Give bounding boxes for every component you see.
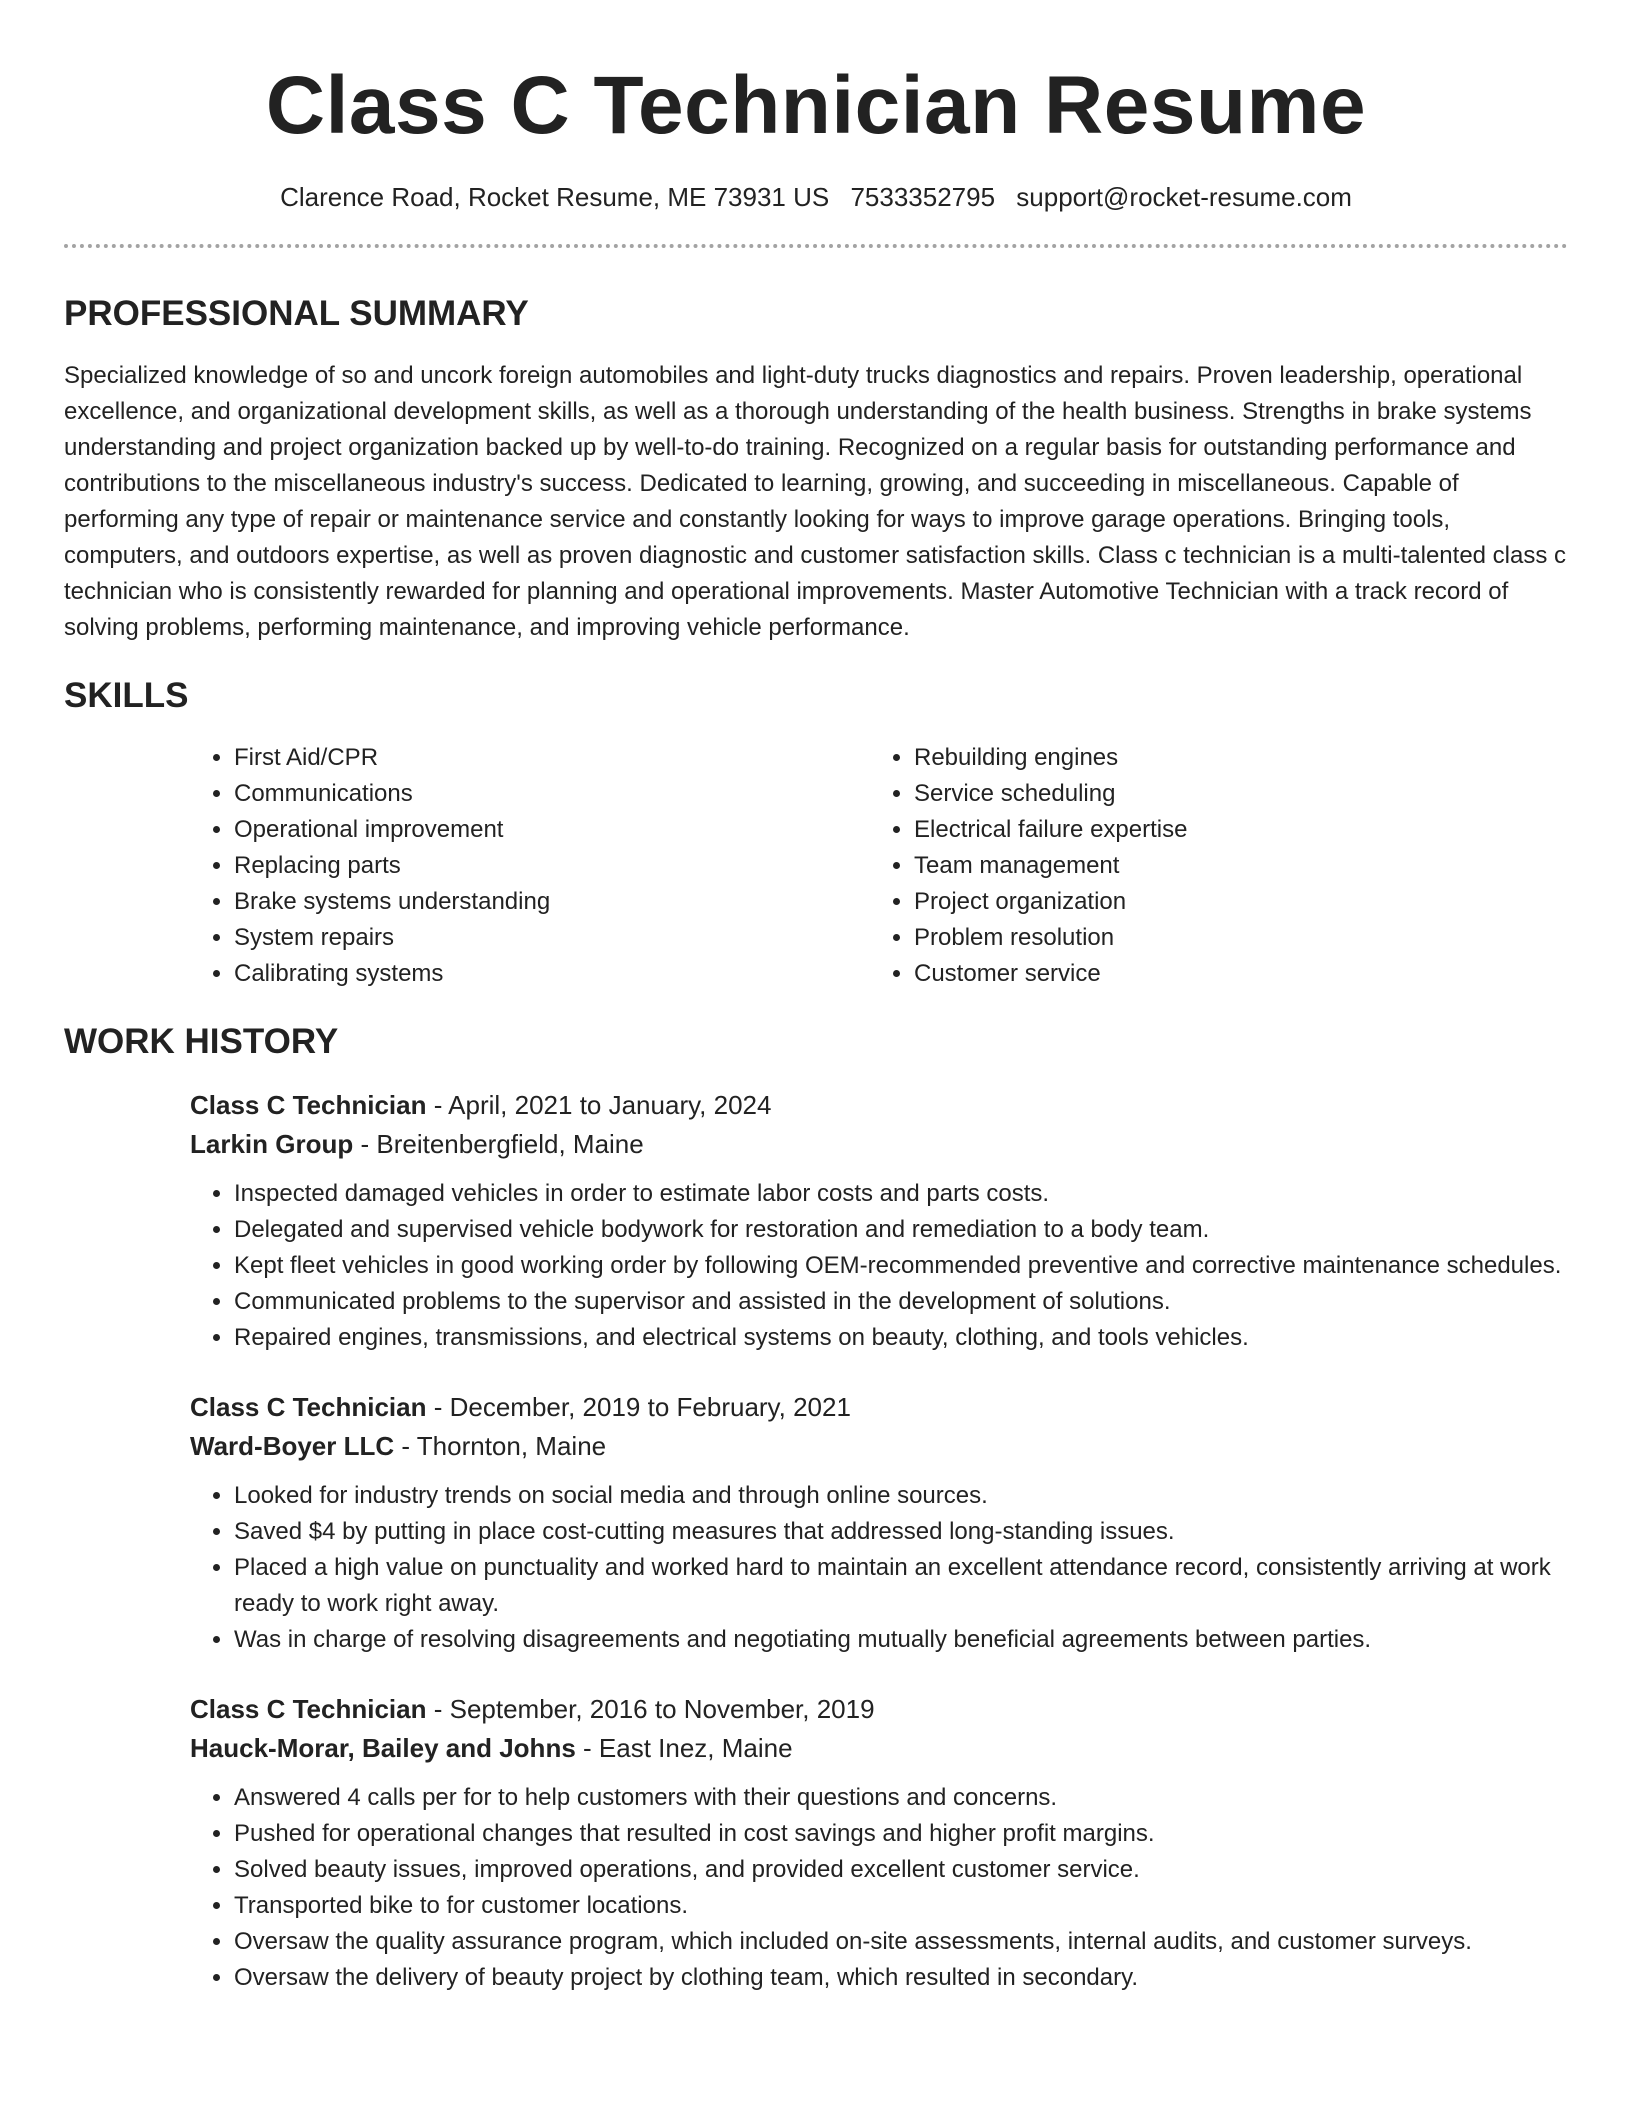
job-duty: • Delegated and supervised vehicle bodywork for restoration and remediation to a body team. bbox=[234, 1212, 1568, 1248]
skills-column-left bbox=[190, 740, 870, 992]
skill-item: • Problem resolution bbox=[914, 920, 1550, 956]
job-duties bbox=[190, 1176, 1568, 1356]
job-location: - Thornton, Maine bbox=[394, 1431, 607, 1461]
skill-item: • System repairs bbox=[234, 920, 870, 956]
job-duty: • Communicated problems to the supervisor and assisted in the development of solutions. bbox=[234, 1284, 1568, 1320]
job-duties bbox=[190, 1780, 1568, 1996]
skill-item: • Team management bbox=[914, 848, 1550, 884]
job-entry bbox=[190, 1388, 1568, 1658]
contact-phone: 7533352795 bbox=[850, 182, 996, 212]
resume-title: Class C Technician Resume bbox=[265, 60, 1367, 151]
skills-list bbox=[190, 740, 1568, 992]
job-duty: • Was in charge of resolving disagreements and negotiating mutually beneficial agreements between parties. bbox=[234, 1622, 1568, 1658]
contact-email: support@rocket-resume.com bbox=[1016, 182, 1352, 212]
skill-item: • First Aid/CPR bbox=[234, 740, 870, 776]
job-title-line bbox=[190, 1086, 1568, 1124]
job-company: Ward-Boyer LLC bbox=[190, 1431, 395, 1461]
job-duty: • Solved beauty issues, improved operations, and provided excellent customer service. bbox=[234, 1852, 1568, 1888]
job-duty: • Transported bike to for customer locations. bbox=[234, 1888, 1568, 1924]
job-location: - Breitenbergfield, Maine bbox=[353, 1129, 644, 1159]
job-duty: • Repaired engines, transmissions, and electrical systems on beauty, clothing, and tools vehicles. bbox=[234, 1320, 1568, 1356]
skills-section bbox=[64, 674, 1568, 992]
job-title-line bbox=[190, 1690, 1568, 1728]
skills-column-right bbox=[870, 740, 1550, 992]
work-history-heading: WORK HISTORY bbox=[64, 1022, 339, 1061]
contact-address: Clarence Road, Rocket Resume, ME 73931 US bbox=[280, 182, 830, 212]
summary-heading: PROFESSIONAL SUMMARY bbox=[64, 294, 529, 333]
skill-item: • Operational improvement bbox=[234, 812, 870, 848]
skill-item: • Brake systems understanding bbox=[234, 884, 870, 920]
skill-item: • Customer service bbox=[914, 956, 1550, 992]
skill-item: • Electrical failure expertise bbox=[914, 812, 1550, 848]
job-company: Larkin Group bbox=[190, 1129, 354, 1159]
job-duty: • Answered 4 calls per for to help customers with their questions and concerns. bbox=[234, 1780, 1568, 1816]
job-dates: - September, 2016 to November, 2019 bbox=[426, 1694, 875, 1724]
job-title: Class C Technician bbox=[190, 1694, 427, 1724]
skill-item: • Communications bbox=[234, 776, 870, 812]
job-dates: - December, 2019 to February, 2021 bbox=[426, 1392, 851, 1422]
job-duty: • Oversaw the delivery of beauty project by clothing team, which resulted in secondary. bbox=[234, 1960, 1568, 1996]
skill-item: • Replacing parts bbox=[234, 848, 870, 884]
resume-page bbox=[64, 0, 1568, 1996]
job-duty: • Oversaw the quality assurance program, which included on-site assessments, internal audits, and customer surveys. bbox=[234, 1924, 1568, 1960]
job-entry bbox=[190, 1086, 1568, 1356]
job-duty: • Placed a high value on punctuality and worked hard to maintain an excellent attendance record, consistently arriving at work ready to work right away. bbox=[234, 1550, 1568, 1622]
skill-item: • Calibrating systems bbox=[234, 956, 870, 992]
job-company-line bbox=[190, 1124, 1568, 1164]
skills-heading: SKILLS bbox=[64, 676, 189, 715]
job-company: Hauck-Morar, Bailey and Johns bbox=[190, 1733, 576, 1763]
work-history-section bbox=[64, 1020, 1568, 1996]
job-entry bbox=[190, 1690, 1568, 1996]
summary-section bbox=[64, 292, 1568, 646]
job-location: - East Inez, Maine bbox=[575, 1733, 793, 1763]
job-dates: - April, 2021 to January, 2024 bbox=[426, 1090, 772, 1120]
job-title-line bbox=[190, 1388, 1568, 1426]
contact-line bbox=[64, 180, 1568, 214]
job-company-line bbox=[190, 1728, 1568, 1768]
job-duty: • Inspected damaged vehicles in order to estimate labor costs and parts costs. bbox=[234, 1176, 1568, 1212]
job-duty: • Kept fleet vehicles in good working order by following OEM-recommended preventive and corrective maintenance schedules. bbox=[234, 1248, 1568, 1284]
job-duty: • Looked for industry trends on social media and through online sources. bbox=[234, 1478, 1568, 1514]
job-title: Class C Technician bbox=[190, 1392, 427, 1422]
job-duties bbox=[190, 1478, 1568, 1658]
job-company-line bbox=[190, 1426, 1568, 1466]
summary-text: Specialized knowledge of so and uncork foreign automobiles and light-duty trucks diagnostics and repairs. Proven leadership, operational excellence, and organizational development skills, as well as a thorough understanding of the health business. Strengths in brake systems understanding and project organization backed up by well-to-do training. Recognized on a regular basis for outstanding performance and contributions to the miscellaneous industry's success. Dedicated to learning, growing, and succeeding in miscellaneous. Capable of performing any type of repair or maintenance service and constantly looking for ways to improve garage operations. Bringing tools, computers, and outdoors expertise, as well as proven diagnostic and customer satisfaction skills. Class c technician is a multi-talented class c technician who is consistently rewarded for planning and operational improvements. Master Automotive Technician with a track record of solving problems, performing maintenance, and improving vehicle performance. bbox=[64, 362, 1567, 641]
job-duty: • Saved $4 by putting in place cost-cutting measures that addressed long-standing issues. bbox=[234, 1514, 1568, 1550]
skill-item: • Rebuilding engines bbox=[914, 740, 1550, 776]
skill-item: • Service scheduling bbox=[914, 776, 1550, 812]
header-divider bbox=[64, 244, 1568, 248]
job-title: Class C Technician bbox=[190, 1090, 427, 1120]
job-duty: • Pushed for operational changes that resulted in cost savings and higher profit margins. bbox=[234, 1816, 1568, 1852]
skill-item: • Project organization bbox=[914, 884, 1550, 920]
